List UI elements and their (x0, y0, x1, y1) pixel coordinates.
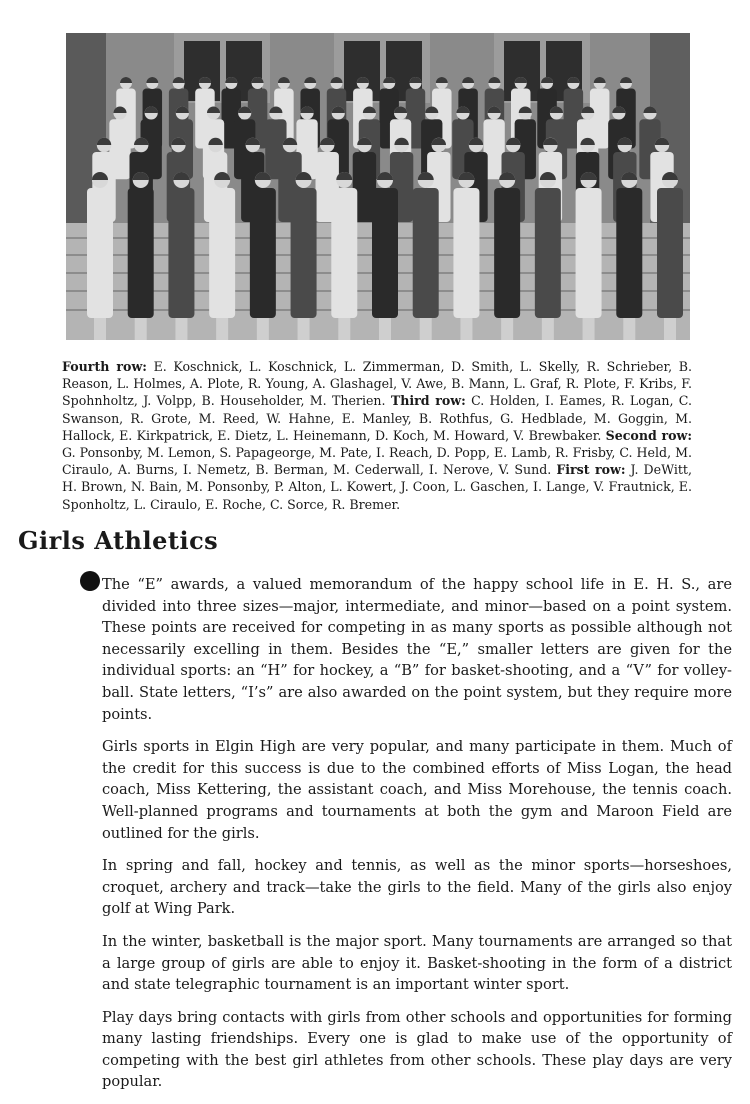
caption-row-names: C. Holden, I. Eames, R. Logan, C. Swanson, R. Grote, M. Reed, W. Hahne, E. Manley, B. Rothfus, G. Hedblade, M. Goggin, M. Hallock, E. Kirkpatrick, E. Dietz, L. Heinemann, D. Koch, M. Howard, V. Brewbaker. (62, 393, 692, 443)
girl-legs (501, 318, 513, 340)
girl-legs (542, 318, 554, 340)
girl-legs (257, 318, 269, 340)
girl-legs (460, 318, 472, 340)
girl-figure (291, 188, 317, 318)
group-photo (66, 33, 690, 340)
section-title: Girls Athletics (18, 526, 219, 555)
caption-row-label: Second row: (605, 427, 692, 443)
girl-figure (535, 188, 561, 318)
caption-row-label: Third row: (390, 393, 466, 409)
photo-caption (62, 358, 692, 513)
girl-legs (664, 318, 676, 340)
caption-row-names: E. Koschnick, L. Koschnick, L. Zimmerman, D. Smith, L. Skelly, R. Schrieber, B. Reason, L. Holmes, A. Plote, R. Young, A. Glashagel, V. Awe, B. Mann, L. Graf, R. Plote, F. Kribs, F. Spohnholtz, J. Volpp, B. Householder, M. Therien. (62, 359, 692, 409)
caption-row-names: G. Ponsonby, M. Lemon, S. Papageorge, M. Pate, I. Reach, D. Popp, E. Lamb, R. Frisby, C. Held, M. Ciraulo, A. Burns, I. Nemetz, B. Berman, M. Cederwall, I. Nerove, V. Sund. (62, 445, 692, 478)
paragraph: The “E” awards, a valued memorandum of the happy school life in E. H. S., are divided into three sizes—major, intermediate, and minor—based on a point system. These points are received for competing in as many sports as possible although not necessarily excelling in them. Besides the “E,” smaller letters are given for the individual sports: an “H” for hockey, a “B” for basket-shooting, and a “V” for volley-ball. State letters, “I’s” are also awarded on the point system, but they require more points. (102, 576, 732, 723)
girl-figure (372, 188, 398, 318)
caption-row-label: First row: (556, 462, 626, 478)
girl-figure (576, 188, 602, 318)
girl-legs (135, 318, 147, 340)
girl-figure (87, 188, 113, 318)
caption-row-names: J. DeWitt, H. Brown, N. Bain, M. Ponsonby, P. Alton, L. Kowert, J. Coon, L. Gaschen, I. Lange, V. Frautnick, E. Sponholtz, L. Ciraulo, E. Roche, C. Sorce, R. Bremer. (62, 462, 692, 512)
caption-row-label: Fourth row: (62, 359, 147, 374)
paragraph: In spring and fall, hockey and tennis, as well as the minor sports—horseshoes, croquet, archery and track—take the girls to the field. Many of the girls also enjoy golf at Wing Park. (102, 857, 732, 918)
girl-legs (379, 318, 391, 340)
girl-figure (453, 188, 479, 318)
article-body (102, 574, 732, 1104)
paragraph: Play days bring contacts with girls from other schools and opportunities for forming many lasting friendships. Every one is glad to make use of the opportunity of competing with the best girl athletes from other schools. These play days are very popular. (102, 1008, 732, 1091)
girl-figure (616, 188, 642, 318)
girl-figure (168, 188, 194, 318)
paragraph: Girls sports in Elgin High are very popular, and many participate in them. Much of the credit for this success is due to the combined efforts of Miss Logan, the head coach, Miss Kettering, the assistant coach, and Miss Morehouse, the tennis coach. Well-planned programs and tournaments at both the gym and Maroon Field are outlined for the girls. (102, 738, 732, 842)
girl-legs (175, 318, 187, 340)
girl-figure (128, 188, 154, 318)
bullet-dot-icon (80, 571, 100, 591)
girl-figure (331, 188, 357, 318)
paragraph: In the winter, basketball is the major sport. Many tournaments are arranged so that a large group of girls are able to enjoy it. Basket-shooting in the form of a district and state telegraphic tournament is an important winter sport. (102, 932, 732, 994)
girl-figure (209, 188, 235, 318)
girl-legs (420, 318, 432, 340)
girl-figure (494, 188, 520, 318)
girl-legs (623, 318, 635, 340)
girl-legs (216, 318, 228, 340)
girl-figure (250, 188, 276, 318)
girl-figure (413, 188, 439, 318)
group-photo-illustration (66, 33, 690, 340)
girl-legs (583, 318, 595, 340)
girl-legs (298, 318, 310, 340)
girl-legs (94, 318, 106, 340)
girl-legs (338, 318, 350, 340)
girl-figure (657, 188, 683, 318)
